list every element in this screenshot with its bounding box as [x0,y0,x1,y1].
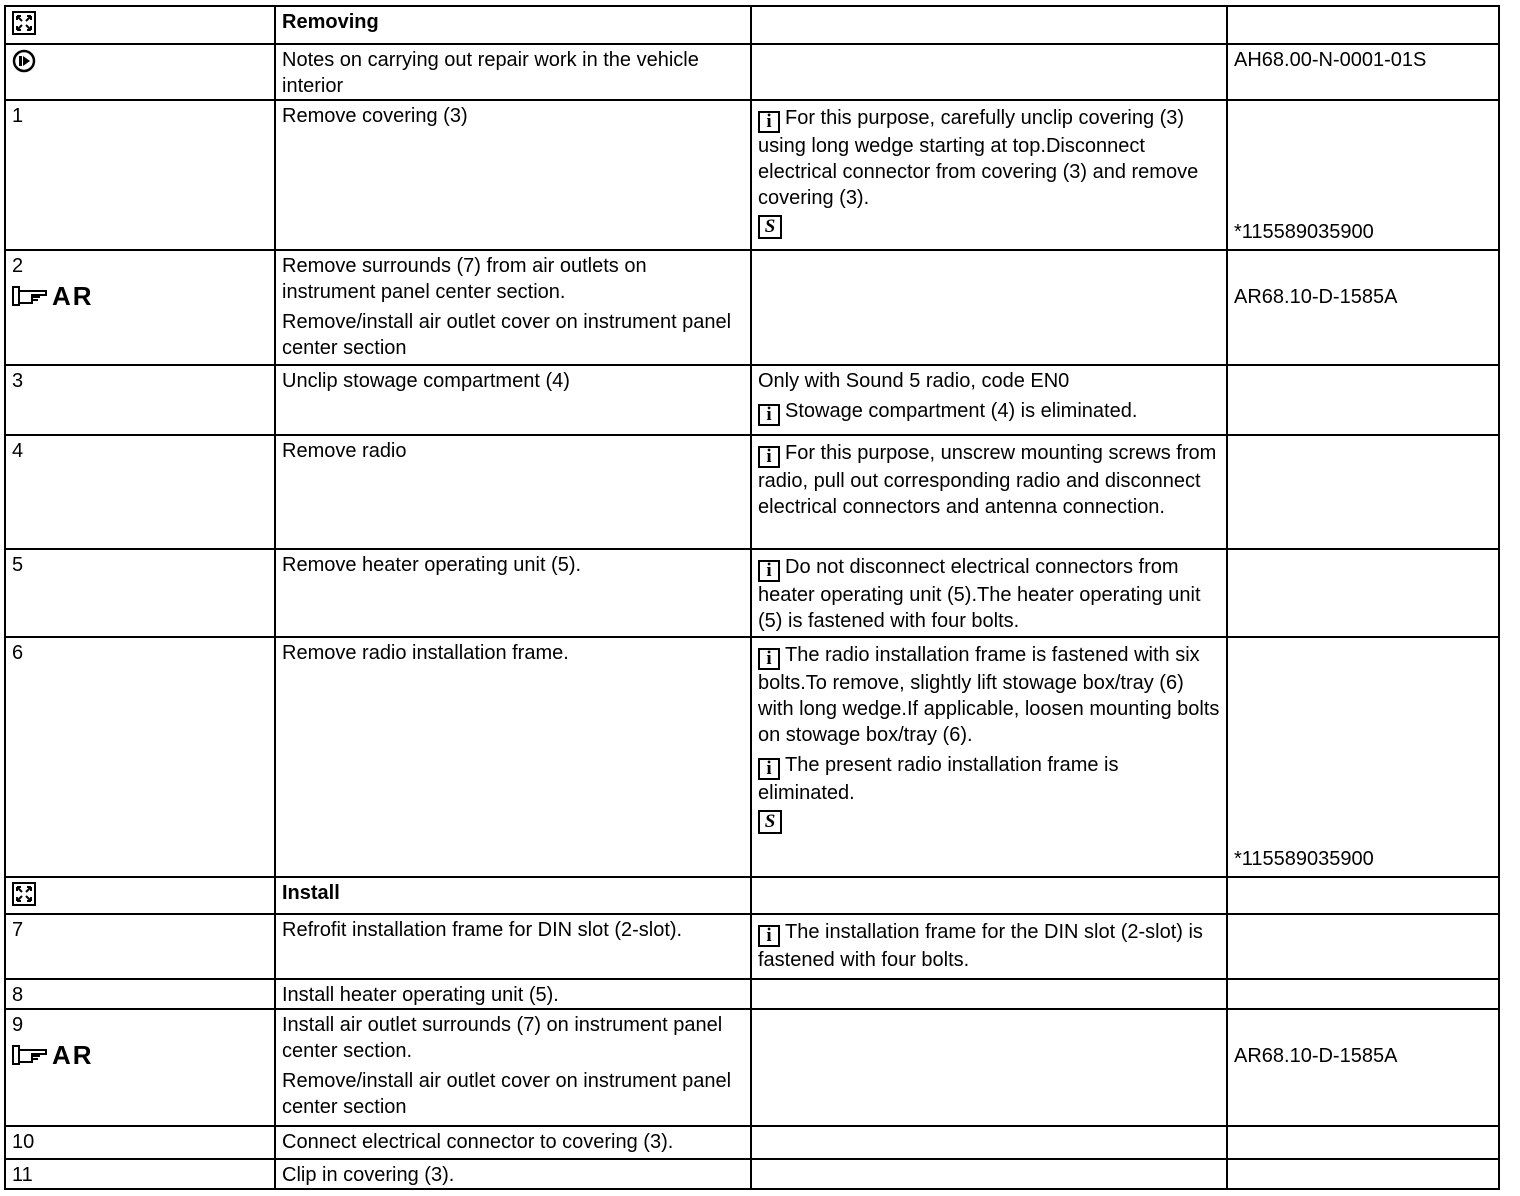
ref-cell [1227,250,1499,365]
ar-label: AR [52,281,94,311]
step-number: 5 [5,549,275,637]
note-cell [751,1159,1227,1189]
ar-task-text: Remove/install air outlet cover on instrument panel center section [282,1070,732,1118]
section-header-removing [5,6,1499,44]
task-cell: Connect electrical connector to covering (3). [275,1126,751,1159]
note-cell [751,1009,1227,1126]
task-cell: Remove radio [275,435,751,549]
note-cell [751,250,1227,365]
task-cell [275,1009,751,1126]
step-number: 8 [5,979,275,1009]
table-row [5,1126,1499,1159]
step-number: 4 [5,435,275,549]
table-row [5,1159,1499,1189]
step-number: 6 [5,637,275,877]
step-number: 10 [5,1126,275,1159]
step-cell [5,44,275,100]
section-header-install [5,877,1499,914]
note-text: For this purpose, carefully unclip covering (3) using long wedge starting at top.Disconnect electrical connector from covering (3) and remove covering (3). [758,107,1199,209]
info-icon: i [758,758,780,780]
note-cell [751,914,1227,979]
step-cell [5,877,275,914]
ar-ref-link[interactable]: AR68.10-D-1585A [1234,1045,1398,1067]
table-row [5,637,1499,877]
task-cell [275,250,751,365]
special-tool-icon: S [758,215,782,239]
task-text: Remove surrounds (7) from air outlets on instrument panel center section. [282,255,647,303]
table-row [5,979,1499,1009]
step-number: 3 [5,365,275,435]
task-cell: Refrofit installation frame for DIN slot (2-slot). [275,914,751,979]
info-icon: i [758,404,780,426]
task-cell: Notes on carrying out repair work in the vehicle interior [275,44,751,100]
table-row [5,914,1499,979]
ar-reference [12,283,268,309]
pointing-hand-icon [12,1044,48,1066]
task-cell: Remove covering (3) [275,100,751,250]
ref-link[interactable]: AH68.00-N-0001-01S [1227,44,1499,100]
note-text: The radio installation frame is fastened with six bolts.To remove, slightly lift stowage box/tray (6) with long wedge.If applicable, loosen mounting bolts on stowage box/tray (6). [758,644,1220,746]
note-cell [751,6,1227,44]
ar-ref-link[interactable]: AR68.10-D-1585A [1234,286,1398,308]
section-title: Removing [275,6,751,44]
step-number: 11 [5,1159,275,1189]
expand-arrows-icon [12,11,36,35]
table-row [5,435,1499,549]
step-cell [5,1009,275,1126]
step-cell [5,6,275,44]
info-icon: i [758,111,780,133]
task-cell: Remove radio installation frame. [275,637,751,877]
step-number: 7 [5,914,275,979]
ref-cell [1227,914,1499,979]
note-cell [751,365,1227,435]
note-text: Only with Sound 5 radio, code EN0 [758,370,1070,392]
task-text: Install air outlet surrounds (7) on instrument panel center section. [282,1014,723,1062]
ref-cell [1227,1126,1499,1159]
ref-cell [1227,549,1499,637]
note-text: Stowage compartment (4) is eliminated. [785,400,1138,422]
note-cell [751,1126,1227,1159]
step-cell [5,250,275,365]
table-row [5,44,1499,100]
note-text: The present radio installation frame is eliminated. [758,754,1119,804]
tool-ref-link[interactable]: *115589035900 [1234,848,1374,870]
ref-cell [1227,100,1499,250]
info-icon: i [758,560,780,582]
table-row [5,100,1499,250]
tool-ref-link[interactable]: *115589035900 [1234,221,1374,243]
note-cell [751,100,1227,250]
special-tool-icon: S [758,810,782,834]
ref-cell [1227,6,1499,44]
step-number: 1 [5,100,275,250]
ref-cell [1227,365,1499,435]
task-cell: Install heater operating unit (5). [275,979,751,1009]
ar-reference [12,1042,268,1068]
task-cell: Unclip stowage compartment (4) [275,365,751,435]
ref-cell [1227,1159,1499,1189]
section-title: Install [275,877,751,914]
info-icon: i [758,648,780,670]
note-cell [751,979,1227,1009]
table-row [5,365,1499,435]
ref-cell [1227,1009,1499,1126]
note-cell [751,637,1227,877]
info-icon: i [758,925,780,947]
ref-cell [1227,877,1499,914]
table-row [5,250,1499,365]
expand-arrows-icon [12,882,36,906]
ref-cell [1227,637,1499,877]
procedure-table [4,5,1500,1190]
note-text: For this purpose, unscrew mounting screws from radio, pull out corresponding radio and disconnect electrical connectors and antenna connection. [758,442,1217,518]
ref-cell [1227,979,1499,1009]
step-number: 2 [12,255,24,277]
info-icon: i [758,446,780,468]
ar-task-text: Remove/install air outlet cover on instrument panel center section [282,311,732,359]
task-cell: Clip in covering (3). [275,1159,751,1189]
note-cell [751,549,1227,637]
note-text: Do not disconnect electrical connectors from heater operating unit (5).The heater operating unit (5) is fastened with four bolts. [758,556,1201,632]
table-row [5,1009,1499,1126]
note-cell [751,435,1227,549]
circled-arrow-icon [12,49,36,73]
table-row [5,549,1499,637]
note-cell [751,877,1227,914]
note-cell [751,44,1227,100]
ref-cell [1227,435,1499,549]
step-number: 9 [12,1014,24,1036]
pointing-hand-icon [12,285,48,307]
task-cell: Remove heater operating unit (5). [275,549,751,637]
note-text: The installation frame for the DIN slot (2-slot) is fastened with four bolts. [758,921,1203,971]
ar-label: AR [52,1040,94,1070]
